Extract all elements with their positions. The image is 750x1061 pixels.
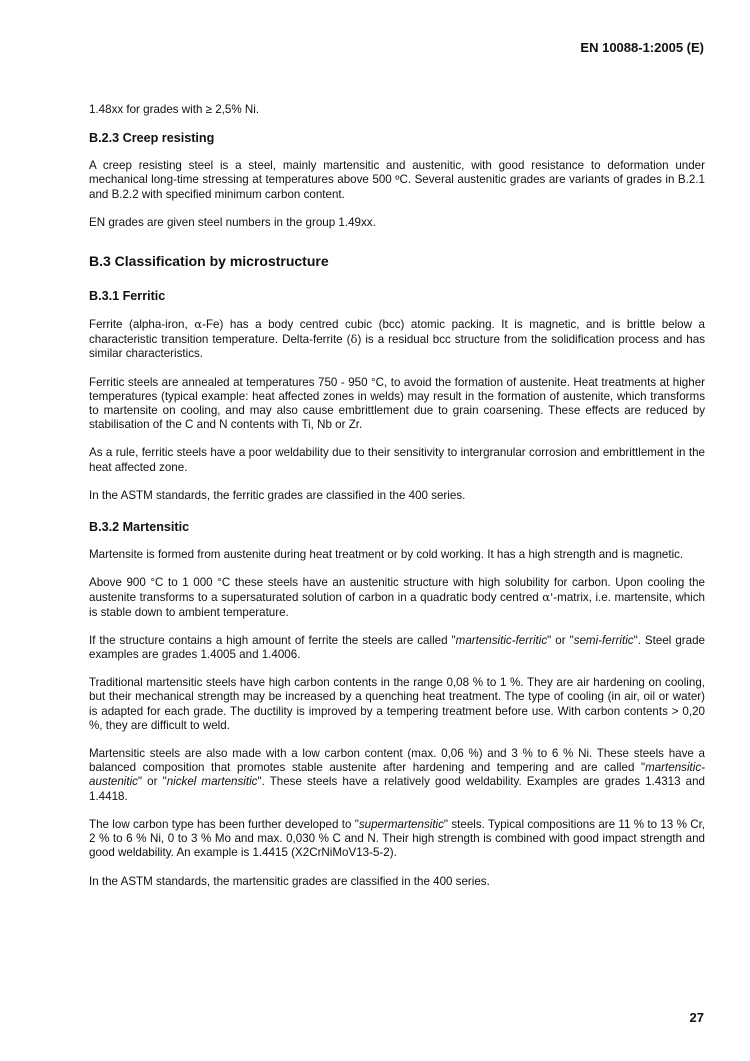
term-martensitic-ferritic: martensitic-ferritic — [455, 633, 548, 647]
term-martensitic-austenitic: martensitic-austenitic — [89, 761, 705, 789]
term-nickel-martensitic: nickel martensitic — [166, 775, 258, 789]
heading-b31: B.3.1 Ferritic — [89, 289, 166, 304]
b32-paragraph-7: In the ASTM standards, the martensitic grades are classified in the 400 series. — [89, 874, 490, 888]
document-header: EN 10088-1:2005 (E) — [580, 40, 704, 55]
page-number: 27 — [689, 1010, 704, 1025]
heading-b32: B.3.2 Martensitic — [89, 520, 190, 535]
delta-symbol: δ — [350, 332, 358, 347]
term-supermartensitic: supermartensitic — [358, 817, 444, 831]
b32-paragraph-1: Martensite is formed from austenite during heat treatment or by cold working. It has a high strength and is magnetic. — [89, 548, 684, 562]
b31-paragraph-1: Ferrite (alpha-iron, α-Fe) has a body centred cubic (bcc) atomic packing. It is magnetic, and is brittle below a characteristic transition temperature. Delta-ferrite (δ) is a residual bcc structure from the solidification process and has similar characteristics. — [89, 317, 706, 361]
heading-b23: B.2.3 Creep resisting — [89, 131, 215, 146]
alpha-symbol: α — [194, 317, 203, 332]
b32-paragraph-3: If the structure contains a high amount of ferrite the steels are called "martensitic-ferritic" or "semi-ferritic". Steel grade examples are grades 1.4005 and 1.4006. — [89, 633, 705, 662]
b31-paragraph-2: Ferritic steels are annealed at temperatures 750 - 950 °C, to avoid the formation of austenite. Heat treatments at higher temperatures (typical example: heat affected zones in welds) may result in the formation of austenite, which transforms to martensite on cooling, and may also cause embrittlement due to grain coarsening. These effects are reduced by stabilisation of the C and N contents with Ti, Nb or Zr. — [89, 375, 705, 432]
b32-paragraph-2: Above 900 °C to 1 000 °C these steels have an austenitic structure with high solubility for carbon. Upon cooling the austenite transforms to a supersaturated solution of carbon in a quadratic body centred α'-matrix, i.e. martensite, which is stable down to ambient temperature. — [89, 576, 705, 619]
heading-b3: B.3 Classification by microstructure — [89, 253, 329, 270]
b23-paragraph-2: EN grades are given steel numbers in the group 1.49xx. — [89, 215, 376, 229]
b31-paragraph-3: As a rule, ferritic steels have a poor weldability due to their sensitivity to intergranular corrosion and embrittlement in the heat affected zone. — [89, 446, 705, 474]
term-semi-ferritic: semi-ferritic — [573, 633, 634, 647]
intro-line: 1.48xx for grades with ≥ 2,5% Ni. — [89, 103, 260, 116]
b32-paragraph-5: Martensitic steels are also made with a low carbon content (max. 0,06 %) and 3 % to 6 % Ni. These steels have a balanced composition that promotes stable austenite after hardening and tempering and are called "martensitic-austenitic" or "nickel martensitic". These steels have a relatively good weldability. Examples are grades 1.4313 and 1.4418. — [89, 747, 705, 803]
b23-paragraph-1: A creep resisting steel is a steel, mainly martensitic and austenitic, with good resistance to deformation under mechanical long-time stressing at temperatures above 500 ºC. Several austenitic grades are variants of grades in B.2.1 and B.2.2 with specified minimum carbon content. — [89, 159, 705, 201]
page-body — [89, 103, 705, 903]
alpha-prime-symbol: α' — [542, 590, 554, 605]
b31-paragraph-4: In the ASTM standards, the ferritic grades are classified in the 400 series. — [89, 488, 466, 502]
b32-paragraph-6: The low carbon type has been further developed to "supermartensitic" steels. Typical compositions are 11 % to 13 % Cr, 2 % to 6 % Ni, 0 to 3 % Mo and max. 0,030 % C and N. Their high strength is combined with good impact strength and good weldability. An example is 1.4415 (X2CrNiMoV13-5-2). — [89, 817, 706, 860]
b32-paragraph-4: Traditional martensitic steels have high carbon contents in the range 0,08 % to 1 %. They are air hardening on cooling, but their mechanical strength may be increased by a quenching heat treatment. The type of cooling (in air, oil or water) is adapted for each grade. The ductility is improved by a tempering treatment before use. With carbon contents > 0,20 %, they are difficult to weld. — [89, 676, 705, 732]
